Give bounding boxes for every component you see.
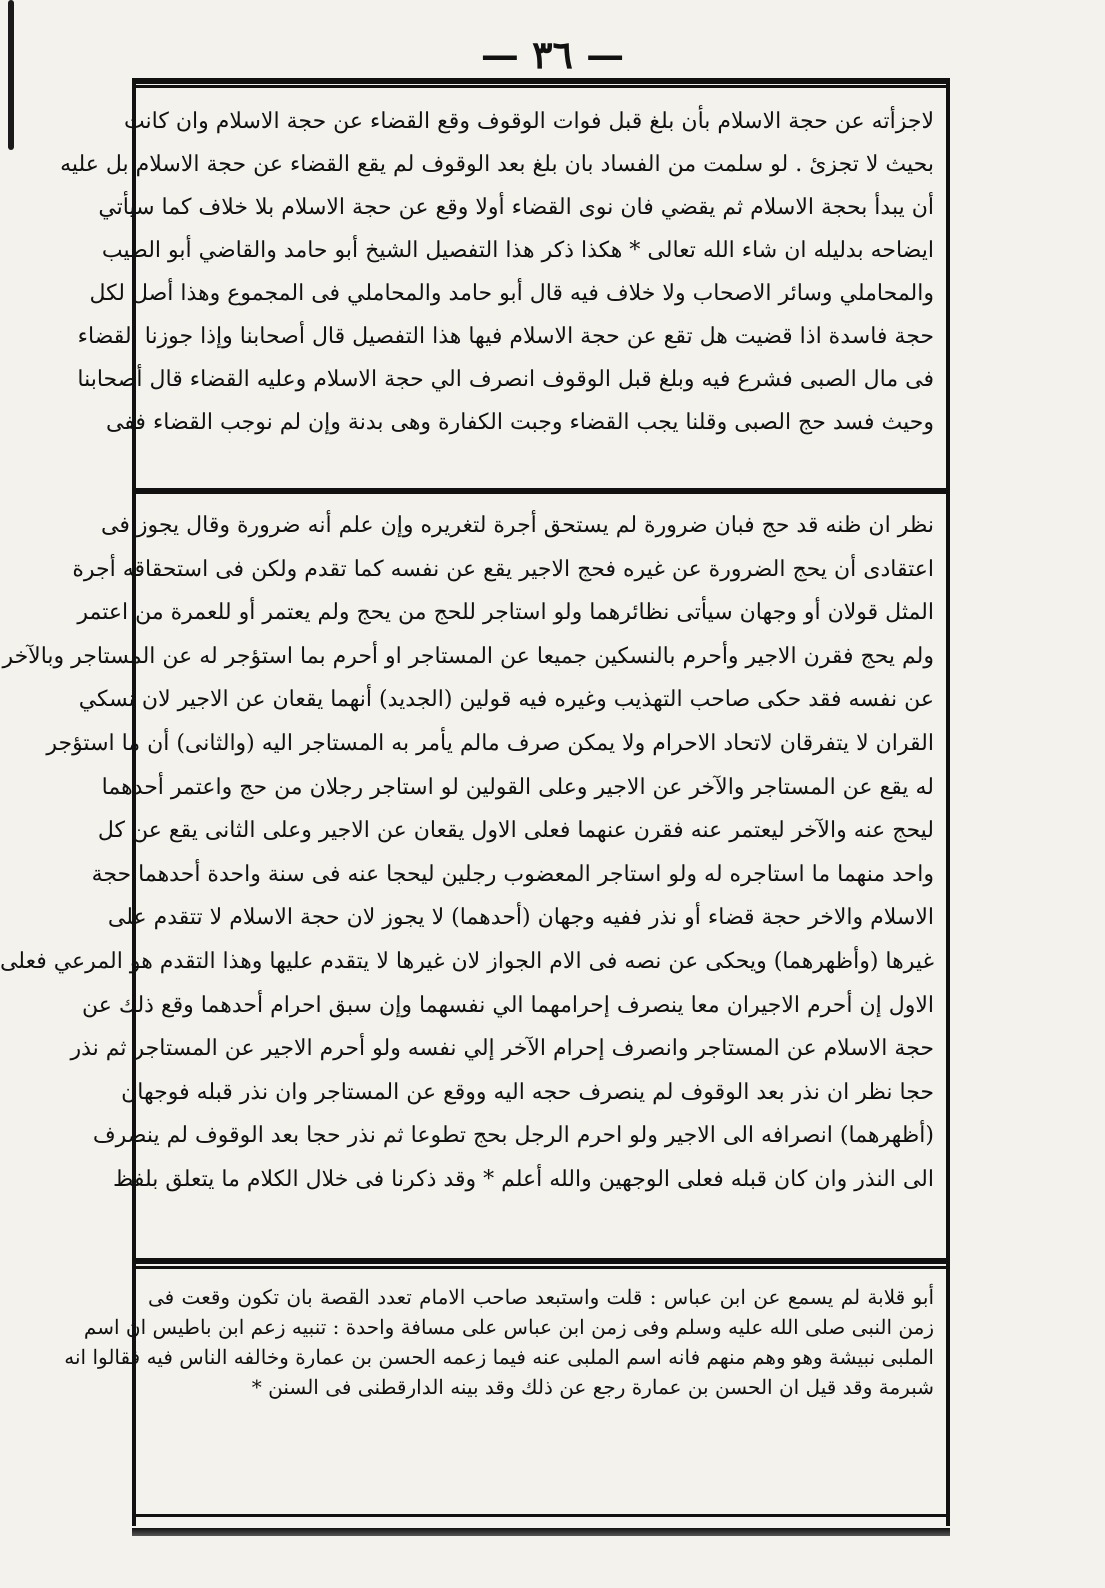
text-line: واحد منهما ما استاجره له ولو استاجر المعضوب رجلين ليحجا عنه فى سنة واحدة أحدهما حجة xyxy=(91,861,934,887)
text-line: فى مال الصبى فشرع فيه وبلغ قبل الوقوف انصرف الي حجة الاسلام وعليه القضاء قال أصحابنا xyxy=(77,367,934,392)
text-line: نظر ان ظنه قد حج فبان ضرورة لم يستحق أجرة لتغريره وإن علم أنه ضرورة وقال يجوز فى xyxy=(101,513,934,538)
footnote-line: أبو قلابة لم يسمع عن ابن عباس : قلت واستبعد صاحب الامام تعدد القصة بان تكون وقعت فى xyxy=(148,1285,934,1309)
text-line: القران لا يتفرقان لاتحاد الاحرام ولا يمكن صرف مالم يأمر به المستاجر اليه (والثانى) أن ما استؤجر xyxy=(46,730,934,756)
footnote-block xyxy=(64,1282,934,1402)
margin-ink-mark xyxy=(8,0,14,150)
text-line: اعتقادى أن يحج الضرورة عن غيره فحج الاجير يقع عن نفسه كما تقدم ولكن فى استحقاقه أجرة xyxy=(72,556,934,582)
section-divider xyxy=(132,1258,950,1264)
text-line: الاول إن أحرم الاجيران معا ينصرف إحرامهما الي نفسهما وإن سبق احرام أحدهما وقع ذلك عن xyxy=(82,992,934,1018)
footnote-line: الملبى نبيشة وهو وهم منهم فانه اسم الملبى عنه فيما زعمه الحسن بن عمارة وخالفه الناس فيه فقالوا انه xyxy=(64,1345,934,1369)
footnote-line: زمن النبى صلى الله عليه وسلم وفى زمن ابن عباس على مسافة واحدة : تنبيه زعم ابن باطيس ان اسم xyxy=(83,1315,934,1339)
page-number: — ٣٦ — xyxy=(480,32,625,77)
text-line: المثل قولان أو وجهان سيأتى نظائرهما ولو استاجر للحج من يحج ولم يعتمر أو للعمرة من اعتمر xyxy=(77,600,934,626)
text-line: ايضاحه بدليله ان شاء الله تعالى * هكذا ذكر هذا التفصيل الشيخ أبو حامد والقاضي أبو الطيب xyxy=(101,238,934,263)
commentary-text-block xyxy=(0,504,934,1202)
footnote-line: شبرمة وقد قيل ان الحسن بن عمارة رجع عن ذلك وقد بينه الدارقطنى فى السنن * xyxy=(251,1375,934,1399)
bottom-rule-inner xyxy=(132,1514,950,1517)
text-line: عن نفسه فقد حكى صاحب التهذيب وغيره فيه قولين (الجديد) أنهما يقعان عن الاجير لان نسكي xyxy=(78,687,934,713)
main-text-block xyxy=(60,100,934,444)
text-line: والمحاملي وسائر الاصحاب ولا خلاف فيه قال أبو حامد والمحاملي فى المجموع وهذا أصل لكل xyxy=(89,281,934,306)
text-line: حجا نظر ان نذر بعد الوقوف لم ينصرف حجه اليه ووقع عن المستاجر وان نذر قبله فوجهان xyxy=(121,1079,934,1105)
section-divider xyxy=(132,488,950,494)
bottom-rule xyxy=(132,1528,950,1536)
text-line: حجة الاسلام عن المستاجر وانصرف إحرام الآخر إلي نفسه ولو أحرم الاجير عن المستاجر ثم نذر xyxy=(70,1036,934,1062)
text-line: لاجزأته عن حجة الاسلام بأن بلغ قبل فوات الوقوف وقع القضاء عن حجة الاسلام وان كانت xyxy=(123,109,934,134)
text-line: ولم يحج فقرن الاجير وأحرم بالنسكين جميعا عن المستاجر او أحرم بما استؤجر له عن المستاجر وبالآخر xyxy=(2,643,934,669)
top-rule xyxy=(132,78,950,84)
text-line: أن يبدأ بحجة الاسلام ثم يقضي فان نوى القضاء أولا وقع عن حجة الاسلام بلا خلاف كما سيأتي xyxy=(98,195,934,220)
text-line: غيرها (وأظهرهما) ويحكى عن نصه فى الام الجواز لان غيرها لا يتقدم عليها وهذا التقدم هو المرعي فعلى xyxy=(0,948,934,974)
text-line: حجة فاسدة اذا قضيت هل تقع عن حجة الاسلام فيها هذا التفصيل قال أصحابنا وإذا جوزنا القضاء xyxy=(77,324,934,349)
text-line: بحيث لا تجزئ . لو سلمت من الفساد بان بلغ بعد الوقوف لم يقع القضاء عن حجة الاسلام بل عليه xyxy=(60,152,934,177)
text-line: (أظهرهما) انصرافه الى الاجير ولو احرم الرجل بحج تطوعا ثم نذر حجا بعد الوقوف لم ينصرف xyxy=(92,1123,934,1149)
text-line: وحيث فسد حج الصبى وقلنا يجب القضاء وجبت الكفارة وهى بدنة وإن لم نوجب القضاء ففى xyxy=(105,410,934,435)
top-rule-inner xyxy=(132,85,950,88)
section-divider-inner xyxy=(132,1266,950,1269)
text-line: الى النذر وان كان قبله فعلى الوجهين والله أعلم * وقد ذكرنا فى خلال الكلام ما يتعلق بلفظ xyxy=(113,1166,934,1192)
text-line: ليحج عنه والآخر ليعتمر عنه فقرن عنهما فعلى الاول يقعان عن الاجير وعلى الثانى يقع عن كل xyxy=(97,818,934,844)
text-line: الاسلام والاخر حجة قضاء أو نذر ففيه وجهان (أحدهما) لا يجوز لان حجة الاسلام لا تتقدم على xyxy=(107,905,934,931)
text-line: له يقع عن المستاجر والآخر عن الاجير وعلى القولين لو استاجر رجلان من حج واعتمر أحدهما xyxy=(101,774,934,800)
